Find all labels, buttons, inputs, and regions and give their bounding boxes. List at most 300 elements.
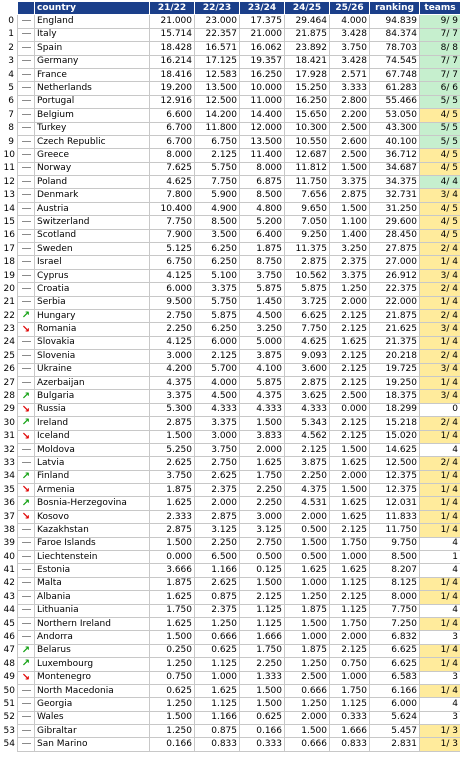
table-row[interactable] <box>2 430 460 443</box>
trend-indicator <box>18 551 35 564</box>
season-2526-value: 2.000 <box>330 470 370 483</box>
trend-flat-icon <box>22 529 31 530</box>
teams-value: 2/ 4 <box>420 350 460 363</box>
ranking-value: 5.457 <box>370 725 420 738</box>
row-rank: 20 <box>2 283 18 296</box>
table-row[interactable] <box>2 417 460 430</box>
ranking-value: 6.000 <box>370 698 420 711</box>
country-name: Ireland <box>35 417 150 430</box>
season-2223-value: 5.100 <box>195 269 240 282</box>
season-2425-value: 1.500 <box>285 617 330 630</box>
table-row[interactable] <box>2 176 460 189</box>
teams-value: 1/ 4 <box>420 591 460 604</box>
season-2122-value: 4.375 <box>150 376 195 389</box>
season-2223-value: 8.500 <box>195 216 240 229</box>
table-row[interactable] <box>2 470 460 483</box>
season-2526-value: 1.500 <box>330 443 370 456</box>
table-row[interactable] <box>2 189 460 202</box>
row-rank: 34 <box>2 470 18 483</box>
season-2223-value: 14.200 <box>195 109 240 122</box>
season-2122-value: 0.250 <box>150 644 195 657</box>
country-name: Scotland <box>35 229 150 242</box>
trend-flat-icon <box>22 556 31 557</box>
teams-value: 5/ 5 <box>420 95 460 108</box>
teams-value: 4 <box>420 604 460 617</box>
trend-indicator <box>18 698 35 711</box>
table-row[interactable] <box>2 390 460 403</box>
season-2122-value: 2.875 <box>150 417 195 430</box>
table-row[interactable] <box>2 109 460 122</box>
ranking-value: 5.624 <box>370 711 420 724</box>
header-season-2223[interactable]: 22/23 <box>195 2 240 15</box>
table-row[interactable] <box>2 256 460 269</box>
row-rank: 12 <box>2 176 18 189</box>
table-row[interactable] <box>2 68 460 81</box>
season-2324-value: 2.250 <box>240 497 285 510</box>
season-2223-value: 23.000 <box>195 15 240 28</box>
trend-indicator <box>18 577 35 590</box>
season-2223-value: 1.125 <box>195 658 240 671</box>
trend-flat-icon <box>22 582 31 583</box>
season-2425-value: 11.375 <box>285 243 330 256</box>
season-2526-value: 3.333 <box>330 82 370 95</box>
ranking-value: 94.839 <box>370 15 420 28</box>
country-name: Hungary <box>35 309 150 322</box>
table-row[interactable] <box>2 698 460 711</box>
header-teams[interactable]: teams <box>420 2 460 15</box>
trend-indicator <box>18 42 35 55</box>
season-2324-value: 2.750 <box>240 537 285 550</box>
season-2324-value: 3.833 <box>240 430 285 443</box>
trend-indicator <box>18 68 35 81</box>
trend-flat-icon <box>22 20 31 21</box>
country-name: Andorra <box>35 631 150 644</box>
row-rank: 4 <box>2 68 18 81</box>
table-row[interactable] <box>2 443 460 456</box>
season-2122-value: 6.700 <box>150 122 195 135</box>
season-2223-value: 3.500 <box>195 229 240 242</box>
season-2223-value: 5.900 <box>195 189 240 202</box>
teams-value: 1/ 4 <box>420 470 460 483</box>
trend-flat-icon <box>22 87 31 88</box>
table-row[interactable] <box>2 229 460 242</box>
country-name: Slovenia <box>35 350 150 363</box>
season-2526-value: 2.571 <box>330 68 370 81</box>
table-row[interactable] <box>2 457 460 470</box>
row-rank: 29 <box>2 403 18 416</box>
table-row[interactable] <box>2 55 460 68</box>
ranking-value: 6.625 <box>370 644 420 657</box>
season-2122-value: 6.750 <box>150 256 195 269</box>
season-2122-value: 6.700 <box>150 135 195 148</box>
teams-value: 3/ 4 <box>420 269 460 282</box>
trend-indicator <box>18 283 35 296</box>
ranking-value: 28.450 <box>370 229 420 242</box>
trend-indicator <box>18 82 35 95</box>
season-2122-value: 0.625 <box>150 684 195 697</box>
table-row[interactable] <box>2 644 460 657</box>
trend-indicator <box>18 470 35 483</box>
season-2324-value: 3.875 <box>240 350 285 363</box>
trend-indicator <box>18 269 35 282</box>
season-2425-value: 15.650 <box>285 109 330 122</box>
season-2526-value: 2.875 <box>330 189 370 202</box>
table-row[interactable] <box>2 216 460 229</box>
trend-indicator <box>18 202 35 215</box>
season-2223-value: 17.125 <box>195 55 240 68</box>
season-2425-value: 9.650 <box>285 202 330 215</box>
season-2223-value: 2.000 <box>195 497 240 510</box>
ranking-value: 21.375 <box>370 336 420 349</box>
table-row[interactable] <box>2 537 460 550</box>
season-2425-value: 16.250 <box>285 95 330 108</box>
header-season-2526[interactable]: 25/26 <box>330 2 370 15</box>
season-2122-value: 1.250 <box>150 658 195 671</box>
ranking-value: 67.748 <box>370 68 420 81</box>
season-2526-value: 1.625 <box>330 336 370 349</box>
season-2324-value: 3.250 <box>240 323 285 336</box>
header-season-2122[interactable]: 21/22 <box>150 2 195 15</box>
trend-flat-icon <box>22 194 31 195</box>
trend-indicator <box>18 176 35 189</box>
trend-indicator <box>18 256 35 269</box>
teams-value: 1/ 4 <box>420 296 460 309</box>
teams-value: 1/ 4 <box>420 497 460 510</box>
season-2526-value: 1.750 <box>330 617 370 630</box>
row-rank: 44 <box>2 604 18 617</box>
row-rank: 5 <box>2 82 18 95</box>
table-row[interactable] <box>2 403 460 416</box>
table-row[interactable] <box>2 591 460 604</box>
row-rank: 38 <box>2 524 18 537</box>
country-name: Norway <box>35 162 150 175</box>
table-row[interactable] <box>2 631 460 644</box>
ranking-value: 2.831 <box>370 738 420 751</box>
season-2122-value: 8.000 <box>150 149 195 162</box>
season-2223-value: 1.125 <box>195 698 240 711</box>
season-2526-value: 1.400 <box>330 229 370 242</box>
row-rank: 10 <box>2 149 18 162</box>
season-2526-value: 1.250 <box>330 283 370 296</box>
season-2526-value: 2.000 <box>330 631 370 644</box>
season-2526-value: 1.750 <box>330 537 370 550</box>
season-2324-value: 4.500 <box>240 309 285 322</box>
trend-flat-icon <box>22 690 31 691</box>
season-2526-value: 2.125 <box>330 524 370 537</box>
season-2526-value: 1.625 <box>330 497 370 510</box>
table-row[interactable] <box>2 363 460 376</box>
season-2425-value: 12.687 <box>285 149 330 162</box>
table-row[interactable] <box>2 350 460 363</box>
country-name: Moldova <box>35 443 150 456</box>
season-2223-value: 0.875 <box>195 725 240 738</box>
season-2324-value: 1.500 <box>240 577 285 590</box>
table-row[interactable] <box>2 309 460 322</box>
table-row[interactable] <box>2 497 460 510</box>
teams-value: 1/ 4 <box>420 376 460 389</box>
trend-flat-icon <box>22 114 31 115</box>
season-2526-value: 1.625 <box>330 564 370 577</box>
table-row[interactable] <box>2 122 460 135</box>
header-ranking[interactable]: ranking <box>370 2 420 15</box>
season-2223-value: 0.666 <box>195 631 240 644</box>
country-name: Bosnia-Herzegovina <box>35 497 150 510</box>
table-row[interactable] <box>2 28 460 41</box>
table-row[interactable] <box>2 671 460 684</box>
season-2223-value: 6.500 <box>195 551 240 564</box>
season-2425-value: 10.562 <box>285 269 330 282</box>
country-name: Israel <box>35 256 150 269</box>
table-row[interactable] <box>2 684 460 697</box>
teams-value: 7/ 7 <box>420 68 460 81</box>
season-2324-value: 8.750 <box>240 256 285 269</box>
season-2324-value: 0.625 <box>240 711 285 724</box>
trend-indicator <box>18 229 35 242</box>
trend-indicator <box>18 738 35 751</box>
season-2526-value: 2.200 <box>330 109 370 122</box>
country-name: Lithuania <box>35 604 150 617</box>
season-2526-value: 2.500 <box>330 149 370 162</box>
trend-flat-icon <box>22 74 31 75</box>
season-2324-value: 1.125 <box>240 604 285 617</box>
table-row[interactable] <box>2 15 460 28</box>
season-2122-value: 21.000 <box>150 15 195 28</box>
trend-indicator <box>18 309 35 322</box>
trend-flat-icon <box>22 33 31 34</box>
season-2324-value: 2.250 <box>240 658 285 671</box>
table-row[interactable] <box>2 82 460 95</box>
trend-flat-icon <box>22 154 31 155</box>
season-2526-value: 1.125 <box>330 604 370 617</box>
season-2223-value: 12.583 <box>195 68 240 81</box>
trend-flat-icon <box>22 288 31 289</box>
season-2526-value: 2.125 <box>330 417 370 430</box>
season-2425-value: 2.125 <box>285 443 330 456</box>
season-2223-value: 1.625 <box>195 684 240 697</box>
trend-down-icon: ↘ <box>22 484 30 495</box>
table-row[interactable] <box>2 604 460 617</box>
ranking-value: 12.375 <box>370 470 420 483</box>
country-name: Georgia <box>35 698 150 711</box>
row-rank: 9 <box>2 135 18 148</box>
table-row[interactable] <box>2 162 460 175</box>
season-2526-value: 2.375 <box>330 256 370 269</box>
season-2425-value: 9.093 <box>285 350 330 363</box>
row-rank: 23 <box>2 323 18 336</box>
ranking-value: 11.750 <box>370 524 420 537</box>
ranking-value: 31.250 <box>370 202 420 215</box>
season-2526-value: 3.250 <box>330 243 370 256</box>
table-row[interactable] <box>2 376 460 389</box>
ranking-value: 18.375 <box>370 390 420 403</box>
country-name: Armenia <box>35 484 150 497</box>
table-row[interactable] <box>2 296 460 309</box>
trend-flat-icon <box>22 141 31 142</box>
season-2425-value: 1.875 <box>285 644 330 657</box>
table-row[interactable] <box>2 135 460 148</box>
table-row[interactable] <box>2 524 460 537</box>
season-2122-value: 1.500 <box>150 430 195 443</box>
row-rank: 6 <box>2 95 18 108</box>
season-2122-value: 9.500 <box>150 296 195 309</box>
table-row[interactable] <box>2 484 460 497</box>
table-row[interactable] <box>2 617 460 630</box>
season-2122-value: 2.333 <box>150 510 195 523</box>
season-2324-value: 6.400 <box>240 229 285 242</box>
season-2324-value: 4.375 <box>240 390 285 403</box>
teams-value: 0 <box>420 403 460 416</box>
trend-indicator <box>18 443 35 456</box>
country-name: Poland <box>35 176 150 189</box>
season-2324-value: 1.666 <box>240 631 285 644</box>
row-rank: 35 <box>2 484 18 497</box>
ranking-value: 6.625 <box>370 658 420 671</box>
header-season-2425[interactable]: 24/25 <box>285 2 330 15</box>
ranking-value: 8.500 <box>370 551 420 564</box>
country-name: North Macedonia <box>35 684 150 697</box>
country-name: Portugal <box>35 95 150 108</box>
season-2425-value: 1.625 <box>285 564 330 577</box>
season-2223-value: 2.250 <box>195 537 240 550</box>
row-rank: 40 <box>2 551 18 564</box>
season-2425-value: 5.875 <box>285 283 330 296</box>
ranking-value: 43.300 <box>370 122 420 135</box>
season-2324-value: 0.166 <box>240 725 285 738</box>
table-row[interactable] <box>2 283 460 296</box>
country-name: Finland <box>35 470 150 483</box>
table-row[interactable] <box>2 243 460 256</box>
trend-up-icon: ↗ <box>22 417 30 428</box>
table-row[interactable] <box>2 269 460 282</box>
table-row[interactable] <box>2 95 460 108</box>
table-row[interactable] <box>2 336 460 349</box>
season-2122-value: 6.000 <box>150 283 195 296</box>
table-row[interactable] <box>2 725 460 738</box>
season-2526-value: 2.125 <box>330 644 370 657</box>
season-2122-value: 1.625 <box>150 617 195 630</box>
table-row[interactable] <box>2 658 460 671</box>
season-2223-value: 1.166 <box>195 711 240 724</box>
season-2526-value: 2.800 <box>330 95 370 108</box>
ranking-value: 36.712 <box>370 149 420 162</box>
table-row[interactable] <box>2 149 460 162</box>
trend-indicator <box>18 711 35 724</box>
season-2223-value: 2.375 <box>195 484 240 497</box>
teams-value: 1/ 4 <box>420 617 460 630</box>
ranking-value: 8.207 <box>370 564 420 577</box>
trend-indicator <box>18 403 35 416</box>
row-rank: 18 <box>2 256 18 269</box>
teams-value: 1/ 3 <box>420 725 460 738</box>
season-2122-value: 1.500 <box>150 711 195 724</box>
season-2425-value: 21.875 <box>285 28 330 41</box>
season-2223-value: 4.333 <box>195 403 240 416</box>
row-rank: 7 <box>2 109 18 122</box>
trend-indicator <box>18 149 35 162</box>
season-2526-value: 3.428 <box>330 28 370 41</box>
ranking-value: 6.832 <box>370 631 420 644</box>
table-row[interactable] <box>2 202 460 215</box>
season-2526-value: 2.125 <box>330 323 370 336</box>
trend-flat-icon <box>22 60 31 61</box>
row-rank: 31 <box>2 430 18 443</box>
teams-value: 4 <box>420 698 460 711</box>
ranking-value: 11.833 <box>370 510 420 523</box>
table-row[interactable] <box>2 323 460 336</box>
country-name: Czech Republic <box>35 135 150 148</box>
header-season-2324[interactable]: 23/24 <box>240 2 285 15</box>
season-2324-value: 5.000 <box>240 336 285 349</box>
season-2324-value: 8.500 <box>240 189 285 202</box>
season-2526-value: 1.500 <box>330 162 370 175</box>
ranking-value: 14.625 <box>370 443 420 456</box>
season-2425-value: 1.250 <box>285 698 330 711</box>
season-2526-value: 1.750 <box>330 684 370 697</box>
trend-indicator <box>18 376 35 389</box>
season-2526-value: 2.125 <box>330 350 370 363</box>
season-2122-value: 0.166 <box>150 738 195 751</box>
row-rank: 51 <box>2 698 18 711</box>
trend-indicator <box>18 617 35 630</box>
row-rank: 43 <box>2 591 18 604</box>
table-row[interactable] <box>2 551 460 564</box>
trend-indicator <box>18 524 35 537</box>
trend-indicator <box>18 296 35 309</box>
season-2324-value: 1.500 <box>240 417 285 430</box>
trend-indicator <box>18 604 35 617</box>
country-name: Romania <box>35 323 150 336</box>
season-2324-value: 2.250 <box>240 484 285 497</box>
row-rank: 53 <box>2 725 18 738</box>
header-country[interactable]: country <box>35 2 150 15</box>
row-rank: 24 <box>2 336 18 349</box>
row-rank: 41 <box>2 564 18 577</box>
country-name: Switzerland <box>35 216 150 229</box>
row-rank: 30 <box>2 417 18 430</box>
season-2324-value: 4.100 <box>240 363 285 376</box>
season-2223-value: 6.250 <box>195 256 240 269</box>
country-name: Netherlands <box>35 82 150 95</box>
table-row[interactable] <box>2 738 460 751</box>
country-name: Estonia <box>35 564 150 577</box>
country-name: Croatia <box>35 283 150 296</box>
table-row[interactable] <box>2 510 460 523</box>
ranking-value: 34.687 <box>370 162 420 175</box>
trend-up-icon: ↗ <box>22 310 30 321</box>
season-2324-value: 0.125 <box>240 564 285 577</box>
table-body <box>2 15 460 751</box>
season-2526-value: 0.000 <box>330 403 370 416</box>
season-2425-value: 18.421 <box>285 55 330 68</box>
ranking-value: 55.466 <box>370 95 420 108</box>
table-row[interactable] <box>2 564 460 577</box>
season-2425-value: 0.666 <box>285 738 330 751</box>
table-row[interactable] <box>2 42 460 55</box>
season-2223-value: 2.625 <box>195 577 240 590</box>
teams-value: 4/ 5 <box>420 109 460 122</box>
teams-value: 2/ 4 <box>420 309 460 322</box>
season-2425-value: 2.500 <box>285 671 330 684</box>
season-2122-value: 19.200 <box>150 82 195 95</box>
table-row[interactable] <box>2 577 460 590</box>
table-row[interactable] <box>2 711 460 724</box>
country-name: France <box>35 68 150 81</box>
season-2324-value: 13.500 <box>240 135 285 148</box>
season-2324-value: 6.875 <box>240 176 285 189</box>
teams-value: 4/ 5 <box>420 229 460 242</box>
season-2324-value: 1.875 <box>240 243 285 256</box>
season-2122-value: 16.214 <box>150 55 195 68</box>
